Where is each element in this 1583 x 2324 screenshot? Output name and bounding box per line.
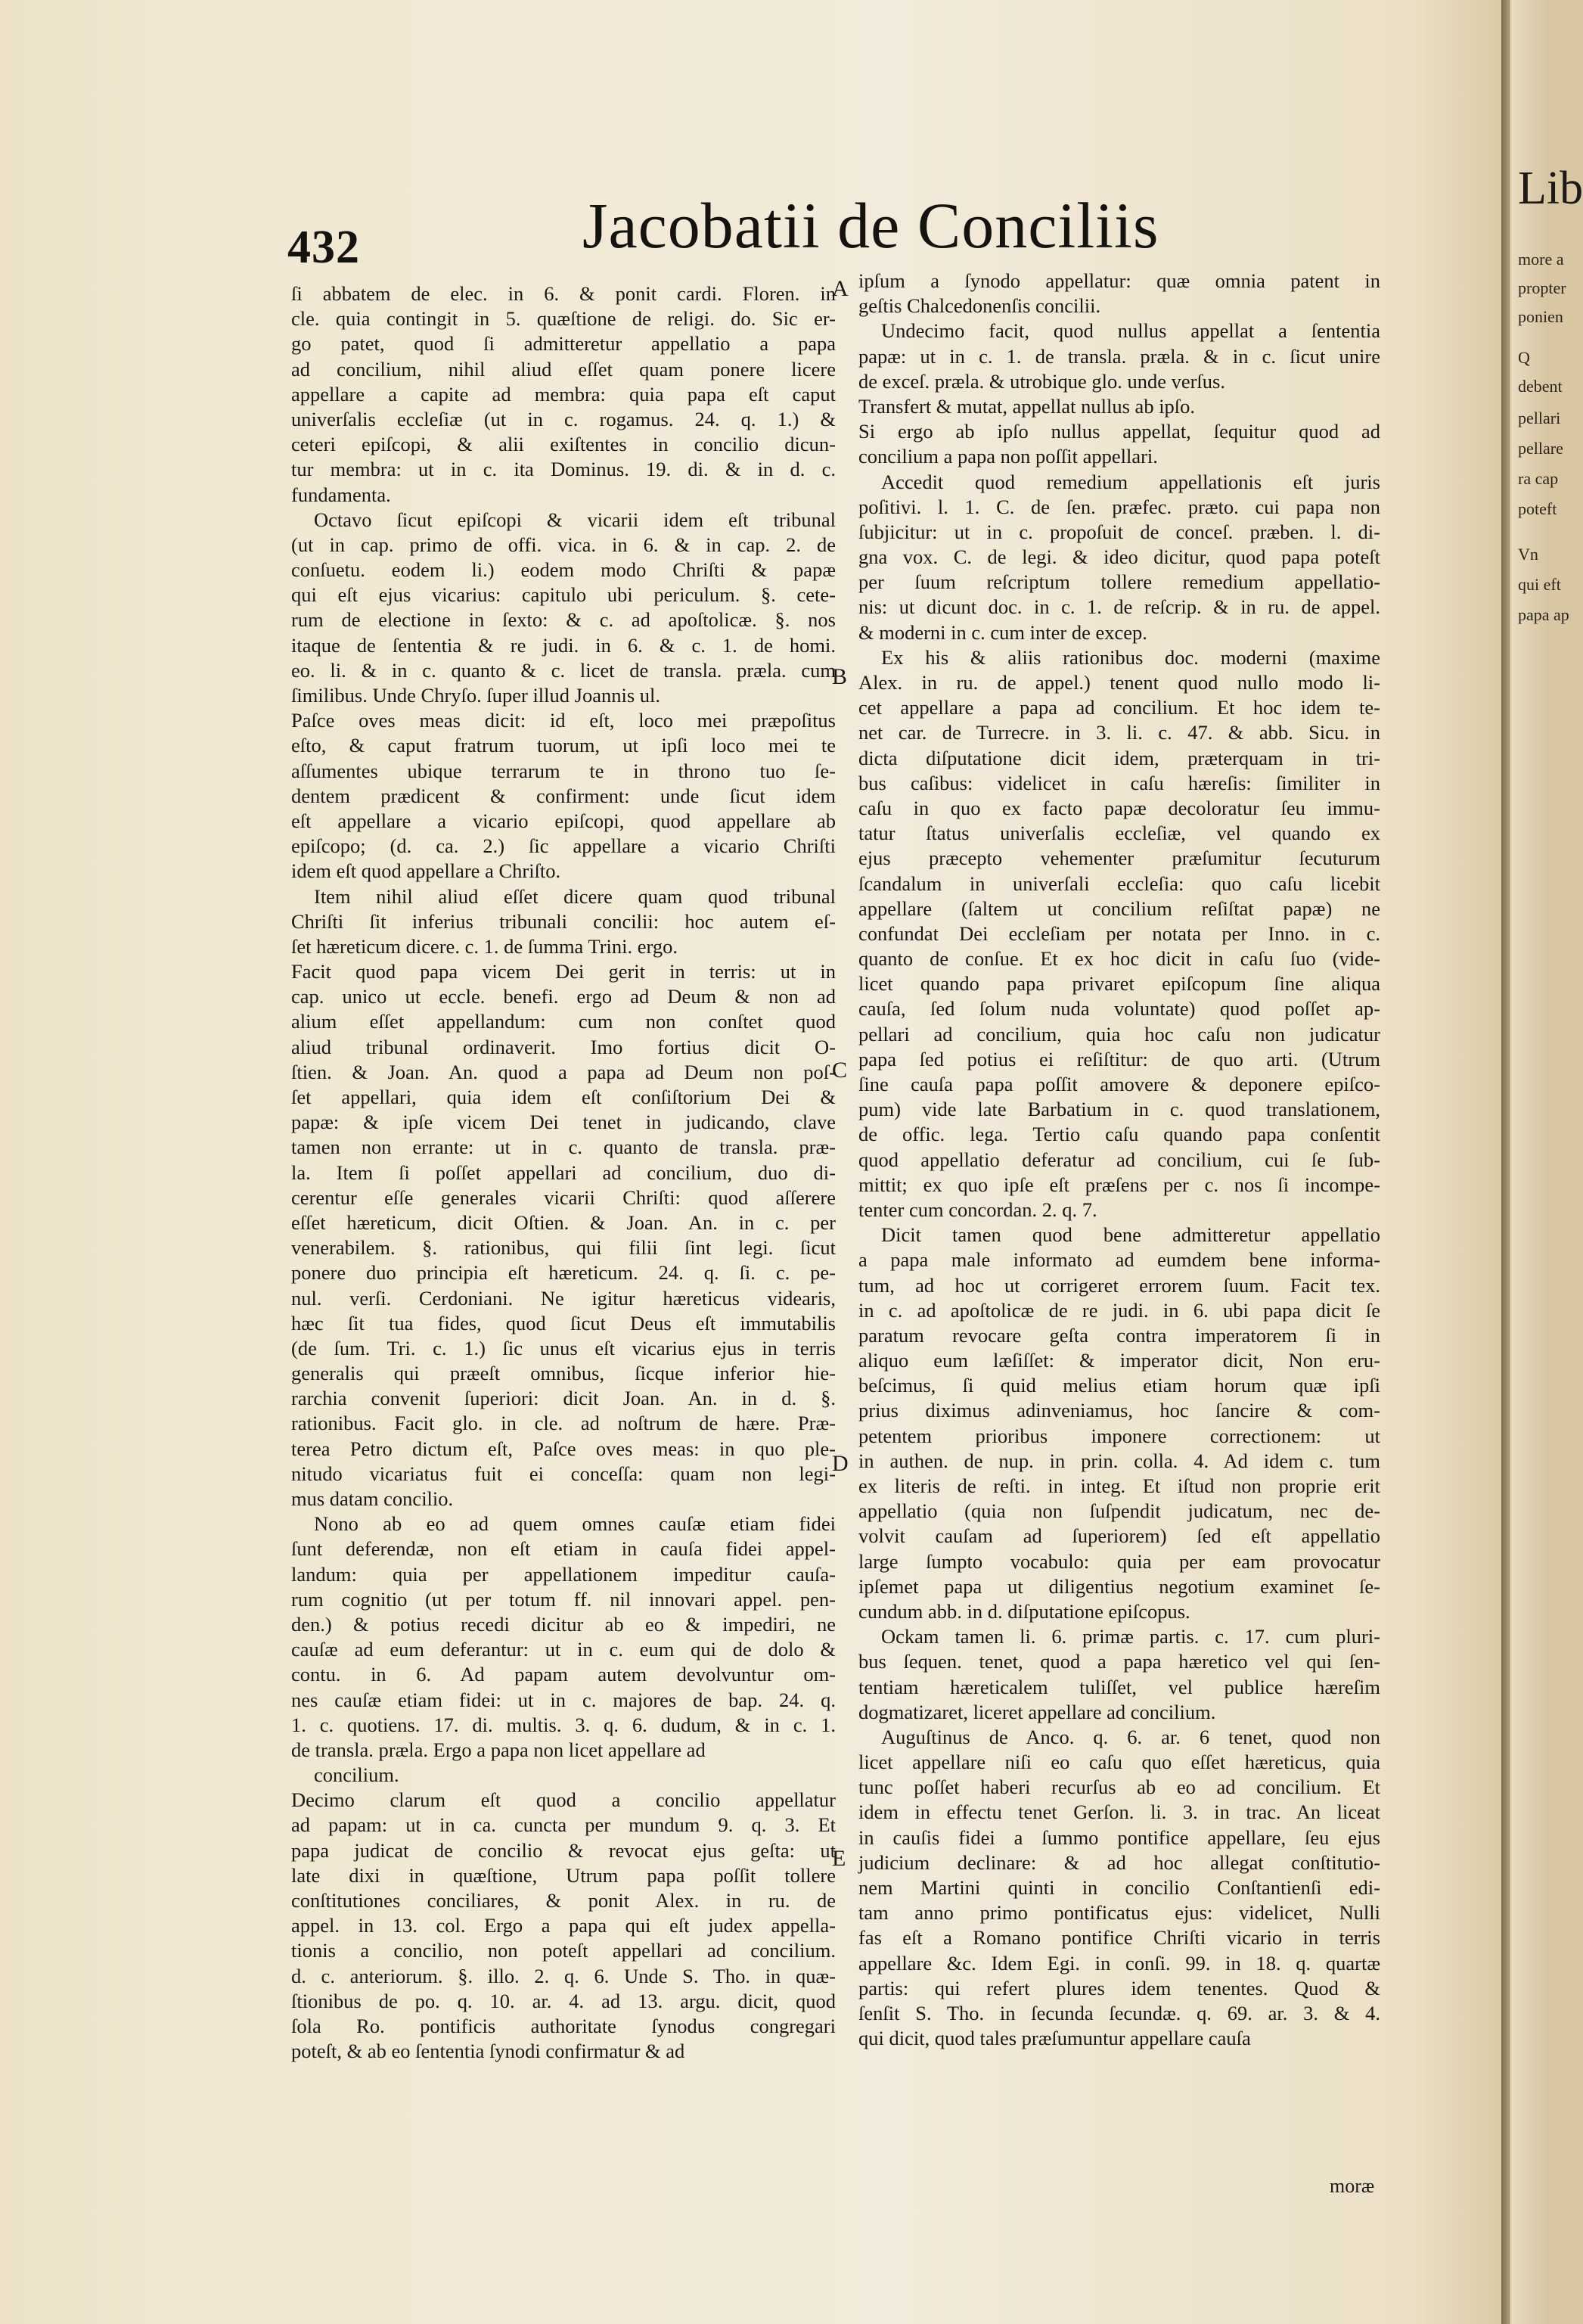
- text-line: gna vox. C. de legi. & ideo dicitur, quod papa poteſt: [858, 545, 1380, 569]
- text-line: tatur ſtatus univerſalis eccleſiæ, vel quando ex: [858, 822, 1380, 845]
- text-line: licet quando papa privaret epiſcopum ſine aliqua: [858, 972, 1380, 996]
- text-line: den.) & potius recedi dicitur ab eo & impediri, ne: [291, 1612, 836, 1636]
- text-line: Accedit quod remedium appellationis eſt juris: [881, 470, 1380, 493]
- text-line: a papa male informato ad eumdem bene informa-: [858, 1248, 1380, 1272]
- text-line: bus ſequen. tenet, quod a papa hæretico vel qui ſen-: [858, 1650, 1380, 1673]
- text-line: net car. de Turrecre. in 3. li. c. 47. & abb. Sicu. in: [858, 721, 1380, 744]
- text-line: ad papam: ut in ca. cuncta per mundum 9. q. 3. Et: [291, 1813, 836, 1837]
- page-number: 432: [287, 222, 360, 273]
- text-line: contu. in 6. Ad papam autem devolvuntur om-: [291, 1663, 836, 1686]
- text-line: nem Martini quinti in concilio Conſtantienſi edi-: [858, 1876, 1380, 1899]
- text-line: papa judicat de concilio & revocat ejus geſta: ut: [291, 1838, 836, 1862]
- text-line: tunc poſſet haberi recurſus ab eo ad concilium. Et: [858, 1776, 1380, 1799]
- text-line: d. c. anteriorum. §. illo. 2. q. 6. Unde S. Tho. in quæ-: [291, 1964, 836, 1987]
- text-line: appellare a capite ad membra: quia papa eſt caput: [291, 382, 836, 405]
- text-line: cet appellare a papa ad concilium. Et hoc idem te-: [858, 696, 1380, 719]
- text-line: ſi abbatem de elec. in 6. & ponit cardi. Floren. in: [291, 282, 836, 305]
- text-line: appellare &c. Idem Egi. in conſi. 99. in 18. q. quartæ: [858, 1951, 1380, 1974]
- text-line: Undecimo facit, quod nullus appellat a ſententia: [881, 319, 1380, 343]
- text-line: papæ: & ipſe vicem Dei tenet in judicando, clave: [291, 1111, 836, 1134]
- text-line: beſcimus, ſi quid melius etiam horum quæ ipſi: [858, 1374, 1380, 1397]
- text-line: appel. in 13. col. Ergo a papa qui eſt judex appella-: [291, 1914, 836, 1937]
- text-line: qui dicit, quod tales præſumuntur appellare cauſa: [858, 2027, 1251, 2050]
- text-line: judicium declinare: & ad hoc allegat conſtitutio-: [858, 1850, 1380, 1874]
- text-line: rationibus. Facit glo. in cle. ad noſtrum de hære. Præ-: [291, 1412, 836, 1435]
- text-line: papæ: ut in c. 1. de transla. præla. & in c. ſicut unire: [858, 344, 1380, 368]
- text-line: tentiam hæreticalem tuliſſet, vel publice hæreſim: [858, 1675, 1380, 1698]
- page-title: Jacobatii de Conciliis: [582, 189, 1159, 262]
- text-line: Si ergo ab ipſo nullus appellat, ſequitur quod ad: [858, 420, 1380, 443]
- text-line: Nono ab eo ad quem omnes cauſæ etiam fidei: [314, 1512, 836, 1536]
- text-line: 1. c. quotiens. 17. di. multis. 3. q. 6. dudum, & in c. 1.: [291, 1713, 836, 1736]
- marginal-letter-a: A: [832, 276, 849, 301]
- next-page-line-fragment: ra cap: [1518, 469, 1559, 488]
- text-line: aſſumentes ubique terrarum te in throno tuo ſe-: [291, 759, 836, 782]
- text-line: large ſumpto vocabulo: quia per eam provocatur: [858, 1549, 1380, 1573]
- text-line: appellatio (quia non ſuſpendit judicatum, nec de-: [858, 1499, 1380, 1523]
- next-page-line-fragment: poteft: [1518, 499, 1557, 518]
- text-line: tum, ad hoc ut corrigeret errorem ſuum. Facit tex.: [858, 1273, 1380, 1297]
- text-line: caſu in quo ex facto papæ decoloratur ſeu immu-: [858, 796, 1380, 819]
- text-line: aliquo eum læſiſſet: & imperator dicit, Non eru-: [858, 1349, 1380, 1372]
- text-line: ſcandalum in univerſali eccleſia: quo caſu licebit: [858, 872, 1380, 895]
- text-line: quanto de conſue. Et ex hoc dicit in caſu ſuo (vide-: [858, 947, 1380, 971]
- text-line: concilium a papa non poſſit appellari.: [858, 445, 1158, 468]
- next-page-line-fragment: ponien: [1518, 307, 1563, 326]
- text-line: ſine cauſa papa poſſit amovere & deponere epiſco-: [858, 1073, 1380, 1095]
- text-line: de offic. lega. Tertio caſu quando papa conſentit: [858, 1123, 1380, 1146]
- text-line: Chriſti ſit inferius tribunali concilii: hoc autem eſ-: [291, 909, 836, 933]
- marginal-letter-c: C: [832, 1058, 848, 1083]
- text-line: per ſuum reſcriptum tollere remedium appellatio-: [858, 570, 1380, 594]
- text-line: Dicit tamen quod bene admitteretur appellatio: [881, 1223, 1380, 1247]
- text-line: partis: qui refert plures idem tenentes. Quod &: [858, 1976, 1380, 1999]
- text-line: idem in effectu tenet Gerſon. li. 3. in trac. An liceat: [858, 1800, 1380, 1824]
- text-line: generalis qui præeſt omnibus, ſicque inferior hie-: [291, 1362, 836, 1385]
- text-line: dogmatizaret, liceret appellare ad concilium.: [858, 1700, 1216, 1723]
- text-line: alium eſſet appellandum: cum non conſtet quod: [291, 1010, 836, 1033]
- text-line: nul. verſi. Cerdoniani. Ne igitur hæreticus videaris,: [291, 1286, 836, 1310]
- text-line: concilium.: [314, 1763, 399, 1787]
- text-line: tam anno primo pontificatus ejus: videlicet, Nulli: [858, 1901, 1380, 1925]
- text-line: dicta diſputatione dicit idem, præterquam in tri-: [858, 746, 1380, 769]
- text-line: petentem prioribus imponere correctionem: ut: [858, 1424, 1380, 1447]
- text-line: ex literis de reſti. in integ. Et iſtud non proprie erit: [858, 1474, 1380, 1497]
- next-page-edge: [1501, 0, 1583, 2324]
- text-line: aliud tribunal ordinaverit. Imo fortius dicit O-: [291, 1035, 836, 1058]
- text-line: hæc ſit tua fides, quod ſicut Deus eſt immutabilis: [291, 1311, 836, 1334]
- text-line: ejus præcepto vehementer præſumitur ſecuturum: [858, 847, 1380, 870]
- text-line: cle. quia contingit in 5. quæſtione de religi. do. Sic er-: [291, 307, 836, 331]
- text-line: terea Petro dictum eſt, Paſce oves meas: in quo ple-: [291, 1437, 836, 1460]
- text-line: nes cauſæ etiam fidei: ut in c. majores de bap. 24. q.: [291, 1688, 836, 1711]
- text-line: tenter cum concordan. 2. q. 7.: [858, 1198, 1097, 1221]
- text-line: tur membra: ut in c. ita Dominus. 19. di. & in d. c.: [291, 458, 836, 481]
- text-line: ipſum a ſynodo appellatur: quæ omnia patent in: [858, 269, 1380, 292]
- text-line: Ockam tamen li. 6. primæ partis. c. 17. cum pluri-: [881, 1625, 1380, 1648]
- text-line: cundum abb. in d. diſputatione epiſcopus.: [858, 1599, 1190, 1623]
- text-line: eo. li. & in c. quanto & c. licet de transla. præla. cum: [291, 658, 836, 682]
- text-line: ſenſit S. Tho. in ſecunda ſecundæ. q. 69. ar. 3. & 4.: [858, 2001, 1380, 2024]
- next-page-line-fragment: pellare: [1518, 439, 1563, 458]
- text-line: landum: quia per appellationem impeditur cauſa-: [291, 1562, 836, 1586]
- running-head: [287, 188, 1498, 273]
- next-page-line-fragment: qui eft: [1518, 575, 1561, 594]
- text-line: in cauſis fidei a ſummo pontifice appellare, ſeu ejus: [858, 1825, 1380, 1849]
- next-page-line-fragment: Q: [1518, 348, 1530, 367]
- text-line: conſuetu. eodem li.) eodem modo Chriſti & papæ: [291, 558, 836, 582]
- text-line: dentem prædicent & confirment: unde ſicut idem: [291, 784, 836, 807]
- text-line: Alex. in ru. de appel.) tenent quod nullo modo li-: [858, 671, 1380, 694]
- text-line: (de ſum. Tri. c. 1.) ſic unus eſt vicarius ejus in terris: [291, 1336, 836, 1359]
- text-line: mus datam concilio.: [291, 1487, 454, 1510]
- next-page-line-fragment: pellari: [1518, 409, 1561, 427]
- text-line: venerabilem. §. rationibus, qui filii ſint legi. ſicut: [291, 1236, 836, 1260]
- text-line: in authen. de nup. in prin. colla. 4. Ad idem c. tum: [858, 1449, 1380, 1472]
- left-column: [291, 281, 836, 2064]
- text-line: quod appellatio deferatur ad concilium, cui ſe ſub-: [858, 1148, 1380, 1171]
- text-line: ponere duo principia eſt hæreticum. 24. q. ſi. c. pe-: [291, 1261, 836, 1285]
- text-line: tamen non errante: ut in c. quanto de transla. præ-: [291, 1136, 836, 1159]
- text-line: appellare (ſaltem ut concilium reſiſtat papæ) ne: [858, 896, 1380, 920]
- text-line: ſola Ro. pontificis authoritate ſynodus congregari: [291, 2014, 836, 2037]
- text-line: ſimilibus. Unde Chryſo. ſuper illud Joannis ul.: [291, 684, 661, 707]
- text-line: ſubjicitur: ut in c. propoſuit de conceſ. præben. l. di-: [858, 520, 1380, 543]
- text-line: paratum revocare geſta contra imperatorem ſi in: [858, 1323, 1380, 1347]
- text-line: tionis a concilio, non poteſt appellari ad concilium.: [291, 1939, 836, 1962]
- text-line: bus caſibus: videlicet in caſu hæreſis: ſimiliter in: [858, 771, 1380, 794]
- text-line: rum cognitio (ut per totum ff. nil innovari appel. pen-: [291, 1587, 836, 1611]
- next-page-line-fragment: Vn: [1518, 545, 1538, 564]
- text-line: pum) vide late Barbatium in c. quod translationem,: [858, 1098, 1380, 1121]
- text-line: de transla. præla. Ergo a papa non licet appellare ad: [291, 1738, 706, 1761]
- text-line: Item nihil aliud eſſet dicere quam quod tribunal: [314, 884, 836, 908]
- text-line: ſtien. & Joan. An. quod a papa ad Deum non poſ-: [291, 1060, 836, 1083]
- text-line: fundamenta.: [291, 483, 391, 506]
- text-line: cauſæ ad eum deferantur: ut in c. eum qui de dolo &: [291, 1638, 836, 1661]
- text-line: ſet hæreticum dicere. c. 1. de ſumma Trini. ergo.: [291, 934, 678, 958]
- text-line: geſtis Chalcedonenſis concilii.: [858, 294, 1101, 318]
- text-line: ipſemet papa ut diligentius negotium examinet ſe-: [858, 1574, 1380, 1598]
- text-line: conſtitutiones conciliares, & ponit Alex. in ru. de: [291, 1889, 836, 1912]
- text-line: poſitivi. l. 1. C. de ſen. præfec. præto. cui papa non: [858, 495, 1380, 518]
- text-line: nitudo vicariatus fuit ei conceſſa: quam non legi-: [291, 1462, 836, 1485]
- text-line: Octavo ſicut epiſcopi & vicarii idem eſt tribunal: [314, 508, 836, 531]
- text-line: eſſet hæreticum, dicit Oſtien. & Joan. An. in c. per: [291, 1210, 836, 1234]
- text-line: Decimo clarum eſt quod a concilio appellatur: [291, 1788, 836, 1812]
- next-page-line-fragment: more a: [1518, 250, 1564, 269]
- text-line: Paſce oves meas dicit: id eſt, loco mei præpoſitus: [291, 709, 836, 732]
- text-line: & moderni in c. cum inter de excep.: [858, 620, 1147, 644]
- text-line: licet appellare niſi eo caſu quo eſſet hæreticus, quia: [858, 1751, 1380, 1774]
- text-line: Ex his & aliis rationibus doc. moderni (maxime: [881, 645, 1380, 669]
- text-line: prius diximus adinveniamus, hoc ſancire & com-: [858, 1399, 1380, 1422]
- text-line: cap. unico ut eccle. benefi. ergo ad Deum & non ad: [291, 985, 836, 1008]
- text-line: volvit cauſam ad ſuperiorem) ſed eſt appellatio: [858, 1524, 1380, 1548]
- text-line: cerentur eſſe generales vicarii Chriſti: quod aſſerere: [291, 1185, 836, 1209]
- marginal-letter-d: D: [832, 1451, 849, 1476]
- text-line: univerſalis eccleſiæ (ut in c. rogamus. 24. q. 1.) &: [291, 407, 836, 430]
- right-column: [858, 269, 1380, 2051]
- text-line: confundat Dei eccleſiam per notata per Inno. in c.: [858, 921, 1380, 945]
- next-page-line-fragment: propter: [1518, 278, 1566, 297]
- text-line: rum de electione in ſexto: & c. ad apoſtolicæ. §. nos: [291, 608, 836, 632]
- text-line: rarchia convenit ſuperiori: dicit Joan. An. in d. §.: [291, 1387, 836, 1410]
- text-line: ſet appellari, quia idem eſt conſiſtorium Dei &: [291, 1086, 836, 1108]
- text-line: itaque de ſententia & re judi. in 6. & c. 1. de homi.: [291, 633, 836, 657]
- next-page-line-fragment: debent: [1518, 377, 1563, 396]
- text-line: de exceſ. præla. & utrobique glo. unde verſus.: [858, 369, 1225, 393]
- marginal-letter-b: B: [832, 664, 848, 689]
- text-line: go patet, quod ſi admitteretur appellatio a papa: [291, 332, 836, 356]
- text-line: eſt appellare a vicario epiſcopi, quod appellare ab: [291, 809, 836, 832]
- text-line: in c. ad apoſtolicæ de re judi. in 6. ubi papa dicit ſe: [858, 1298, 1380, 1322]
- text-line: nis: ut dicunt doc. in c. 1. de reſcrip. & in ru. de appel.: [858, 595, 1380, 619]
- text-line: Auguſtinus de Anco. q. 6. ar. 6 tenet, quod non: [881, 1725, 1380, 1748]
- text-line: mittit; ex quo ipſe eſt præſens per c. nos ſi incompe-: [858, 1173, 1380, 1196]
- text-line: poteſt, & ab eo ſententia ſynodi confirmatur & ad: [291, 2040, 685, 2063]
- text-line: qui eſt ejus vicarius: capitulo ubi periculum. §. cete-: [291, 583, 836, 607]
- next-page-title-fragment: Lib: [1518, 163, 1583, 214]
- text-line: ceteri epiſcopi, & alii exiſtentes in concilio dicun-: [291, 433, 836, 456]
- text-line: pellari ad concilium, quia hoc caſu non judicatur: [858, 1022, 1380, 1045]
- text-line: Facit quod papa vicem Dei gerit in terris: ut in: [291, 960, 836, 983]
- next-page-line-fragment: papa ap: [1518, 605, 1569, 624]
- marginal-letter-e: E: [832, 1846, 846, 1871]
- text-line: cauſa, ſed ſolum nuda voluntate) quod poſſet ap-: [858, 997, 1380, 1021]
- text-line: ſunt deferendæ, non eſt etiam in cauſa fidei appel-: [291, 1537, 836, 1561]
- text-line: ad concilium, nihil aliud eſſet quam ponere licere: [291, 357, 836, 381]
- text-line: epiſcopo; (d. ca. 2.) ſic appellare a vicario Chriſti: [291, 834, 836, 858]
- text-line: papa ſed potius ei reſiſtitur: de quo arti. (Utrum: [858, 1047, 1380, 1070]
- text-line: (ut in cap. primo de offi. vica. in 6. & in cap. 2. de: [291, 533, 836, 556]
- text-line: late dixi in quæſtione, Utrum papa poſſit tollere: [291, 1863, 836, 1887]
- catchword: moræ: [1330, 2175, 1375, 2197]
- text-line: idem eſt quod appellare a Chriſto.: [291, 859, 561, 883]
- text-line: ſtionibus de po. q. 10. ar. 4. ad 13. argu. dicit, quod: [291, 1989, 836, 2012]
- text-line: eſto, & caput fratrum tuorum, ut ipſi loco mei te: [291, 734, 836, 757]
- text-line: la. Item ſi poſſet appellari ad concilium, duo di-: [291, 1160, 836, 1184]
- text-line: Transfert & mutat, appellat nullus ab ipſo.: [858, 394, 1196, 418]
- text-line: fas eſt a Romano pontifice Chriſti vicario in terris: [858, 1926, 1380, 1950]
